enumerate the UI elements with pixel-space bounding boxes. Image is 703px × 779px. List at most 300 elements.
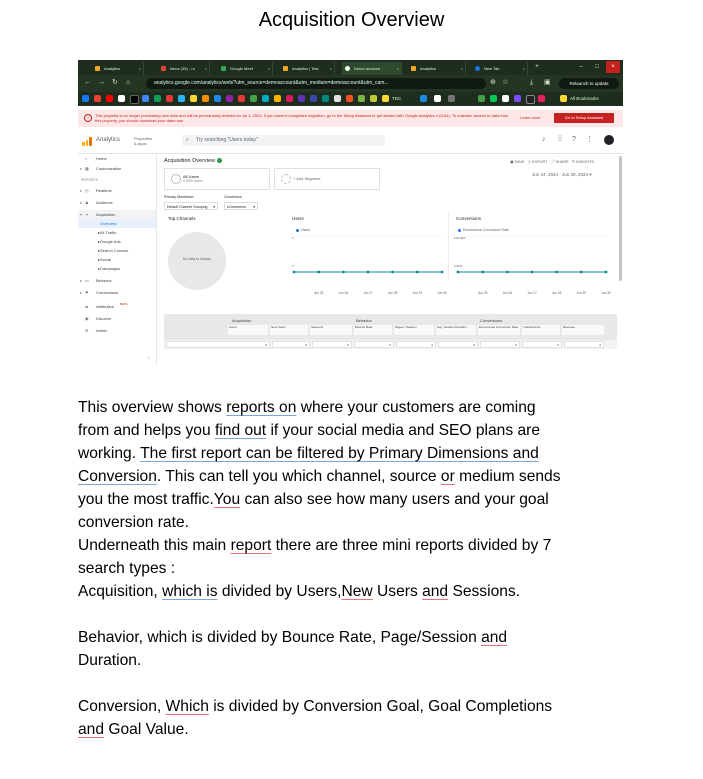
- bookmark-icon[interactable]: [310, 95, 317, 102]
- column-users[interactable]: Users: [228, 325, 268, 335]
- scrollbar[interactable]: [619, 156, 622, 281]
- caret-icon: ▸: [80, 188, 83, 193]
- paragraph-line: [78, 534, 551, 557]
- column-sessions[interactable]: Sessions: [310, 325, 352, 335]
- bookmark-icon[interactable]: [250, 95, 257, 102]
- caret-icon: ▸: [80, 166, 83, 171]
- chevron-down-icon: ▾: [213, 205, 215, 209]
- browser-tab[interactable]: [92, 62, 144, 75]
- extensions-icon[interactable]: ▣: [544, 79, 551, 86]
- x-tick-label: Jun 25: [313, 291, 324, 295]
- add-segment-label: + Add Segment: [293, 176, 321, 181]
- data-point[interactable]: [317, 271, 320, 274]
- warning-text: This property is no longer processing new data and will be permanently deleted on Jul 1, 2024. If you haven't completed migration, go to the Setup Assistant to get started with Google Analytics 4 (GA4). To maintain access to data from this property, you should download your data now.: [95, 113, 509, 123]
- add-segment-button[interactable]: [274, 168, 380, 190]
- bookmark-icon[interactable]: [166, 95, 173, 102]
- home-icon[interactable]: ⌂: [126, 79, 131, 86]
- report-title: [164, 158, 222, 164]
- add-ring-icon: [281, 174, 291, 184]
- sidebar-item-label: Acquisition: [96, 212, 116, 217]
- analytics-search-input[interactable]: [182, 135, 385, 146]
- conversions-chart-title: Conversions: [456, 216, 482, 221]
- more-icon[interactable]: ⋮: [586, 136, 593, 143]
- bookmark-icon[interactable]: [82, 95, 89, 102]
- behavior-icon: ▭: [85, 278, 89, 283]
- sidebar-item-acquisition[interactable]: [78, 210, 156, 219]
- analytics-icon: [283, 66, 288, 71]
- sidebar-item-customization[interactable]: [78, 164, 156, 173]
- search-placeholder: Try searching "Users today": [196, 137, 258, 143]
- bookmark-icon[interactable]: [334, 95, 341, 102]
- paragraph-line: [78, 511, 189, 534]
- data-point[interactable]: [293, 271, 296, 274]
- browser-tab[interactable]: [472, 62, 528, 75]
- total-cell: 0: [522, 341, 562, 348]
- sidebar-item-social[interactable]: [78, 255, 156, 264]
- sidebar-item-label: Attribution: [96, 304, 115, 309]
- bookmark-icon[interactable]: [274, 95, 281, 102]
- data-point[interactable]: [367, 271, 370, 274]
- bookmark-icon[interactable]: [420, 95, 427, 102]
- bookmark-icon[interactable]: [262, 95, 269, 102]
- behavior-section-header: Behavior: [356, 318, 372, 323]
- close-icon[interactable]: ×: [522, 66, 525, 71]
- browser-tab[interactable]: [280, 62, 335, 75]
- bookmark-icon[interactable]: [94, 95, 101, 102]
- x-tick-label: Jun 30: [437, 291, 447, 295]
- column-bounce-rate[interactable]: Bounce Rate: [354, 325, 392, 335]
- x-tick-label: Jun 25: [477, 291, 488, 295]
- empty-pie-chart: [168, 232, 226, 290]
- warning-icon: !: [84, 114, 92, 122]
- bookmark-icon[interactable]: [202, 95, 209, 102]
- person-icon: ♟: [85, 200, 89, 205]
- report-table-totals: [164, 340, 617, 349]
- x-tick-label: Jun 29: [576, 291, 587, 295]
- help-icon[interactable]: ?: [572, 136, 576, 143]
- sidebar-item-behavior[interactable]: [78, 276, 156, 285]
- x-tick-label: Jun 27: [527, 291, 537, 295]
- text-run: where your customers are coming: [296, 399, 536, 416]
- sidebar-item-label: Campaigns: [100, 266, 121, 271]
- close-icon[interactable]: ×: [204, 66, 207, 71]
- chevron-down-icon: ▾: [253, 205, 255, 209]
- tab-label: Analytics: [104, 66, 121, 71]
- bell-icon[interactable]: ♪: [542, 136, 546, 143]
- text-run: Underneath this main: [78, 537, 231, 554]
- caret-icon: ▸: [80, 290, 83, 295]
- conversions-line-chart: [450, 212, 612, 298]
- star-icon[interactable]: ☆: [502, 79, 509, 86]
- reload-icon[interactable]: ↻: [112, 79, 118, 86]
- sidebar-item-home[interactable]: [78, 154, 156, 163]
- sidebar-item-conversions[interactable]: [78, 288, 156, 297]
- bookmark-icon[interactable]: [526, 95, 535, 104]
- grid-icon: ▦: [85, 166, 89, 171]
- data-point[interactable]: [481, 271, 484, 274]
- flag-icon: ⚑: [85, 290, 89, 295]
- sidebar-item-admin[interactable]: [78, 326, 156, 335]
- sidebar-item-search-console[interactable]: [78, 246, 156, 255]
- browser-tab[interactable]: [158, 62, 210, 75]
- save-button[interactable]: SAVE: [514, 160, 525, 164]
- caret-icon: ▸: [80, 200, 83, 205]
- sidebar-item-attribution[interactable]: [78, 302, 156, 311]
- text-run: This overview shows: [78, 399, 227, 416]
- bookmark-icon[interactable]: [478, 95, 485, 102]
- chevron-down-icon: ▾: [589, 172, 592, 177]
- top-channels-card: [164, 212, 289, 280]
- x-tick-label: Jun 28: [387, 291, 398, 295]
- acquisition-icon: ⤳: [85, 212, 89, 217]
- paragraph-line: [78, 718, 189, 741]
- caret-icon: ▸: [98, 239, 101, 244]
- data-point[interactable]: [555, 271, 558, 274]
- window-close-icon[interactable]: ×: [606, 61, 620, 73]
- browser-tab-active[interactable]: [342, 62, 402, 75]
- deprecation-warning: [78, 110, 623, 127]
- bookmark-icon[interactable]: [514, 95, 521, 102]
- underlined-text: and: [481, 629, 508, 646]
- close-icon[interactable]: ×: [396, 66, 399, 71]
- text-run: medium sends: [454, 468, 561, 485]
- sidebar-item-label: Home: [96, 156, 107, 161]
- underlined-text: or: [440, 468, 455, 485]
- text-run: conversion rate.: [78, 514, 189, 531]
- zoom-icon[interactable]: ⊕: [490, 79, 496, 86]
- text-run: from and helps you: [78, 422, 215, 439]
- caret-icon: ▸: [98, 257, 101, 262]
- text-run: Goal Value.: [104, 721, 189, 738]
- browser-tab[interactable]: [218, 62, 273, 75]
- sidebar-item-google-ads[interactable]: [78, 237, 156, 246]
- bookmark-icon[interactable]: [238, 95, 245, 102]
- bookmark-icon[interactable]: [154, 95, 161, 102]
- total-cell: 0: [312, 341, 352, 348]
- bookmark-icon[interactable]: [118, 95, 125, 102]
- caret-icon: ▸: [80, 278, 83, 283]
- segment-label: All Users: [183, 174, 200, 179]
- segment-sub: 0.00% Users: [183, 179, 204, 183]
- text-run: [78, 675, 82, 692]
- bookmark-icon[interactable]: [434, 95, 441, 102]
- total-cell: 0: [438, 341, 478, 348]
- sidebar-item-label: Discover: [96, 316, 112, 321]
- property-line: Properties: [134, 136, 153, 141]
- text-run: search types :: [78, 560, 176, 577]
- meet-icon: [221, 66, 226, 71]
- tab-label: Analytics: [420, 66, 437, 71]
- sidebar-item-audience[interactable]: [78, 198, 156, 207]
- home-icon: ⌂: [85, 156, 88, 161]
- close-icon[interactable]: ×: [460, 66, 463, 71]
- data-point[interactable]: [531, 271, 534, 274]
- close-icon[interactable]: ×: [329, 66, 332, 71]
- bookmark-icon[interactable]: [226, 95, 233, 102]
- bookmark-label[interactable]: TDC: [392, 96, 402, 101]
- property-selector[interactable]: [134, 136, 152, 146]
- close-icon[interactable]: ×: [267, 66, 270, 71]
- bookmark-icon[interactable]: [358, 95, 365, 102]
- demo-icon: [345, 66, 350, 71]
- x-tick-label: Jun 29: [412, 291, 423, 295]
- share-icon: ⤴: [550, 160, 555, 164]
- forward-icon[interactable]: →: [98, 79, 105, 86]
- text-run: there are three mini reports divided by 7: [271, 537, 552, 554]
- tab-label: New Tab: [484, 66, 500, 71]
- total-cell: 0: [354, 341, 394, 348]
- conversions-legend-label: Ecommerce Conversion Rate: [463, 228, 509, 232]
- bookmark-icon[interactable]: [298, 95, 305, 102]
- date-range-label: Jun 24, 2024 - Jun 30, 2024: [532, 172, 589, 177]
- underlined-text: reports on: [226, 399, 297, 416]
- primary-dimension-value: Default Channel Grouping: [167, 205, 208, 209]
- total-cell: 0: [272, 341, 310, 348]
- bookmark-icon[interactable]: [190, 95, 197, 102]
- app-name: Analytics: [96, 137, 121, 143]
- y-tick-zero: 0.00%: [454, 264, 463, 268]
- collapse-sidebar-icon[interactable]: ‹: [148, 355, 150, 361]
- sidebar-item-label: Social: [100, 257, 111, 262]
- paragraph-line: [78, 672, 82, 695]
- analytics-icon: [95, 66, 100, 71]
- bookmark-icon[interactable]: [142, 95, 149, 102]
- data-point[interactable]: [457, 271, 460, 274]
- all-bookmarks-label[interactable]: All Bookmarks: [570, 96, 599, 101]
- y-tick-top: 100.00%: [454, 236, 466, 240]
- caret-icon: ▸: [98, 266, 101, 271]
- paragraph-line: [78, 488, 549, 511]
- paragraph-line: [78, 695, 552, 718]
- insights-button[interactable]: INSIGHTS: [576, 160, 594, 164]
- y-tick-zero: 0: [292, 264, 294, 268]
- export-button[interactable]: EXPORT: [531, 160, 548, 164]
- conversion-select[interactable]: [224, 202, 258, 210]
- primary-dimension-select[interactable]: [164, 202, 218, 210]
- learn-more-link[interactable]: Learn more: [520, 115, 541, 120]
- conversion-value: eCommerce: [227, 205, 247, 209]
- paragraph-line: [78, 396, 536, 419]
- tab-label: Analytics | Test: [292, 66, 319, 71]
- folder-icon[interactable]: [560, 95, 567, 102]
- tab-label: Demo account: [354, 66, 380, 71]
- attribution-icon: ⇆: [85, 304, 89, 309]
- data-point[interactable]: [580, 271, 583, 274]
- setup-assistant-button[interactable]: Go to Setup Assistant: [554, 113, 614, 123]
- text-run: Sessions.: [448, 583, 521, 600]
- url-field[interactable]: analytics.google.com/analytics/web/?utm_source=demoaccount&utm_medium=demoaccount&utm_cam...: [146, 78, 486, 89]
- segment-all-users[interactable]: [164, 168, 270, 190]
- underlined-text: and: [422, 583, 449, 600]
- underlined-text: find out: [214, 422, 267, 439]
- sidebar-item-realtime[interactable]: [78, 186, 156, 195]
- analytics-screenshot: [78, 60, 623, 365]
- sidebar-item-label: Google Ads: [100, 239, 121, 244]
- clock-icon: ◷: [85, 188, 89, 193]
- maximize-icon[interactable]: □: [595, 64, 599, 70]
- data-point[interactable]: [391, 271, 394, 274]
- bookmarks-bar: [78, 92, 623, 106]
- sidebar-item-discover[interactable]: [78, 314, 156, 323]
- bookmark-icon[interactable]: [322, 95, 329, 102]
- report-actions: [510, 159, 594, 165]
- underlined-text: Which: [165, 698, 209, 715]
- data-point[interactable]: [605, 271, 608, 274]
- x-tick-label: Jun 27: [363, 291, 373, 295]
- data-point[interactable]: [342, 271, 345, 274]
- analytics-header: [78, 128, 623, 154]
- conversions-section-header: Conversions: [480, 318, 503, 323]
- tab-label: inbox (39) - ro: [170, 66, 195, 71]
- acquisition-section-header: Acquisition: [232, 318, 252, 323]
- data-point[interactable]: [416, 271, 419, 274]
- document-title: Acquisition Overview: [258, 9, 445, 31]
- sidebar-item-all-traffic[interactable]: [78, 228, 156, 237]
- insights-icon: ✎: [571, 160, 575, 164]
- report-table-header: [164, 314, 617, 340]
- date-range-picker[interactable]: [532, 172, 592, 178]
- paragraph-line: [78, 580, 520, 603]
- text-run: is divided by Conversion Goal, Goal Completions: [208, 698, 553, 715]
- conversion-label: Conversion: [224, 195, 242, 199]
- bookmark-icon[interactable]: [370, 95, 377, 102]
- conversions-chart-card: [450, 212, 612, 295]
- bookmark-icon[interactable]: [286, 95, 293, 102]
- users-legend-label: Users: [301, 228, 311, 232]
- underlined-text: The first report can be filtered by Primary Dimensions and: [140, 445, 539, 462]
- property-line: & Apps: [134, 141, 147, 146]
- caret-icon: ▾: [80, 212, 83, 217]
- sidebar-item-label: Admin: [96, 328, 108, 333]
- apps-grid-icon[interactable]: ⁞⁞: [558, 136, 562, 143]
- share-button[interactable]: SHARE: [555, 160, 569, 164]
- back-icon[interactable]: ←: [84, 79, 91, 86]
- analytics-icon: [411, 66, 416, 71]
- gear-icon: ⚙: [85, 328, 89, 333]
- column-avg-session-duration[interactable]: Avg. Session Duration: [436, 325, 476, 335]
- sidebar-item-label: Customization: [96, 166, 122, 171]
- sidebar-item-label: Realtime: [96, 188, 112, 193]
- total-cell: 0: [480, 341, 520, 348]
- column-transactions[interactable]: Transactions: [522, 325, 560, 335]
- folder-icon[interactable]: [382, 95, 389, 102]
- bookmark-icon[interactable]: [178, 95, 185, 102]
- caret-icon: ▸: [98, 230, 101, 235]
- bookmark-icon[interactable]: [130, 95, 139, 104]
- column-ecommerce-conversion-rate[interactable]: Ecommerce Conversion Rate: [478, 325, 520, 335]
- text-run: Behavior, which is divided by Bounce Rate, Page/Session: [78, 629, 482, 646]
- underlined-text: and: [78, 721, 105, 738]
- sidebar-item-label: Conversions: [96, 290, 119, 295]
- total-cell: 0: [166, 341, 270, 348]
- close-icon[interactable]: ×: [138, 66, 141, 71]
- total-cell: 0: [396, 341, 436, 348]
- text-run: can also see how many users and your goal: [240, 491, 549, 508]
- sidebar-item-campaigns[interactable]: [78, 264, 156, 273]
- y-tick-top: 1: [292, 236, 294, 240]
- data-point[interactable]: [506, 271, 509, 274]
- users-chart-card: [288, 212, 449, 295]
- caret-icon: ▸: [98, 248, 101, 253]
- paragraph-line: [78, 626, 507, 649]
- text-run: Users: [372, 583, 423, 600]
- users-line-chart: [288, 212, 448, 298]
- analytics-sidebar: [78, 154, 157, 365]
- download-icon[interactable]: ⤓: [530, 79, 534, 86]
- sidebar-item-label: Overview: [100, 221, 117, 226]
- text-run: Conversion,: [78, 698, 166, 715]
- paragraph-line: [78, 442, 539, 465]
- sidebar-item-label: All Traffic: [100, 230, 117, 235]
- browser-tab-bar: [78, 60, 623, 75]
- bookmark-icon[interactable]: [448, 95, 455, 102]
- text-run: divided by Users,: [217, 583, 342, 600]
- underlined-text: New: [341, 583, 373, 600]
- gmail-icon: [161, 66, 166, 71]
- tab-label: Google Meet: [230, 66, 253, 71]
- browser-address-bar: [78, 75, 623, 92]
- new-tab-icon: [475, 66, 480, 71]
- sidebar-item-label: Behavior: [96, 278, 112, 283]
- discover-icon: ◉: [85, 316, 89, 321]
- paragraph-line: [78, 465, 561, 488]
- column-new-users[interactable]: New Users: [270, 325, 308, 335]
- save-icon: ▣: [510, 160, 514, 164]
- browser-tab[interactable]: [408, 62, 466, 75]
- bookmark-icon[interactable]: [490, 95, 497, 102]
- sidebar-item-overview[interactable]: [78, 219, 156, 228]
- x-tick-label: Jun 26: [502, 291, 513, 295]
- text-run: Acquisition,: [78, 583, 163, 600]
- sidebar-item-label: Audience: [96, 200, 113, 205]
- underlined-text: which is: [162, 583, 218, 600]
- paragraph-line: [78, 603, 82, 626]
- segment-ring-icon: [171, 174, 181, 184]
- export-icon: ⇩: [527, 160, 531, 164]
- text-run: [78, 606, 82, 623]
- paragraph-line: [78, 649, 141, 672]
- verified-check-icon: ✓: [218, 158, 222, 163]
- report-main: [162, 154, 617, 365]
- no-data-text: No data to display: [182, 257, 212, 261]
- reports-section-label: REPORTS: [81, 178, 98, 182]
- x-tick-label: Jun 30: [601, 291, 611, 295]
- bookmark-icon[interactable]: [106, 95, 113, 102]
- column-pages-per-session[interactable]: Pages / Session: [394, 325, 434, 335]
- bookmark-icon[interactable]: [538, 95, 545, 102]
- underlined-text: report: [230, 537, 272, 554]
- underlined-text: Conversion: [78, 468, 157, 485]
- top-channels-title: Top Channels: [168, 216, 196, 221]
- text-run: . This can tell you which channel, source: [156, 468, 441, 485]
- minimize-icon[interactable]: –: [579, 64, 583, 70]
- new-tab-button[interactable]: +: [535, 64, 539, 70]
- analytics-logo-icon: [82, 137, 92, 146]
- bookmark-icon[interactable]: [502, 95, 509, 102]
- column-revenue[interactable]: Revenue: [562, 325, 604, 335]
- text-run: you the most traffic.: [78, 491, 214, 508]
- x-tick-label: Jun 26: [338, 291, 349, 295]
- x-tick-label: Jun 28: [551, 291, 562, 295]
- text-run: working.: [78, 445, 141, 462]
- bookmark-icon[interactable]: [214, 95, 221, 102]
- relaunch-button[interactable]: Relaunch to update: [559, 78, 619, 89]
- text-run: Duration.: [78, 652, 142, 669]
- bookmark-icon[interactable]: [346, 95, 353, 102]
- paragraph-line: [78, 557, 175, 580]
- avatar[interactable]: [604, 135, 614, 145]
- data-point[interactable]: [441, 271, 444, 274]
